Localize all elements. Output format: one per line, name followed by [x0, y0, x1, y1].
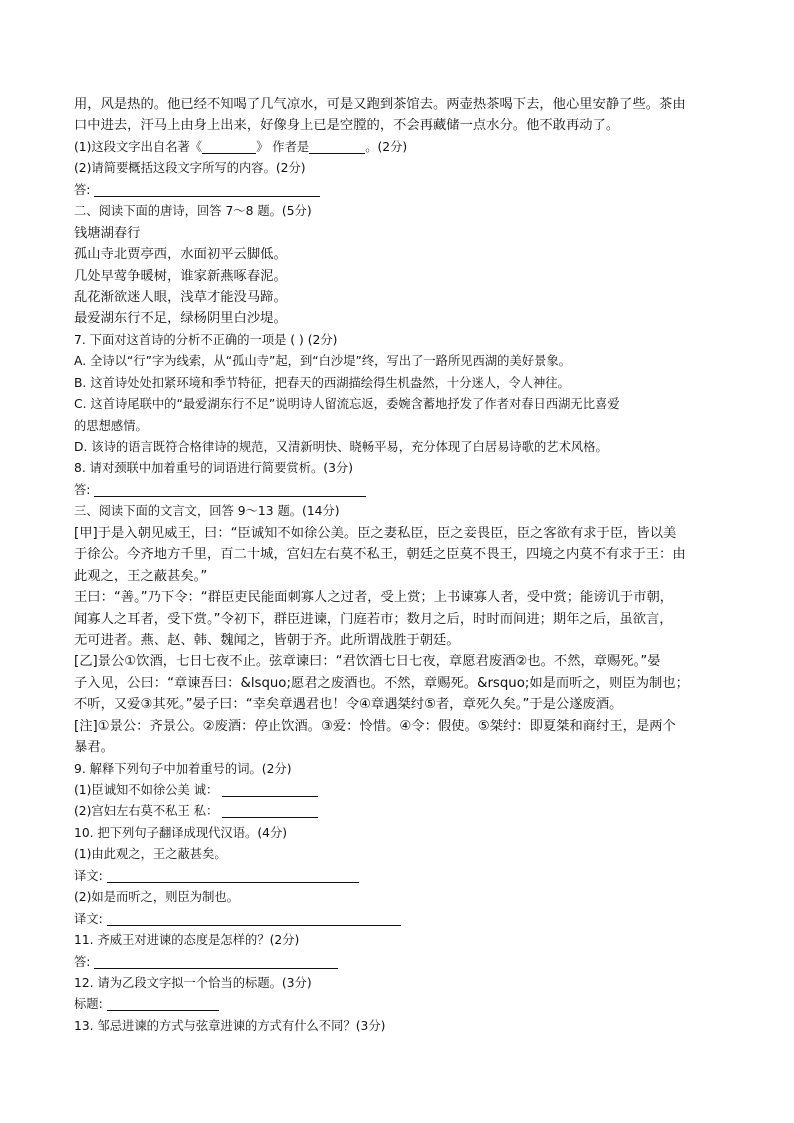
- answer-blank[interactable]: [94, 954, 338, 969]
- poem-line: 孤山寺北贾亭西，水面初平云脚低。: [74, 247, 287, 263]
- passage-yi-line: 子入见，公曰：“章谏吾曰：&lsquo;愿君之废酒也。不然，章赐死。&rsquo;如是而听之，则臣为制也；: [74, 675, 689, 691]
- question-10-1: (1)由此观之，王之蔽甚矣。: [74, 847, 227, 862]
- translation-line: 译文:: [74, 909, 724, 930]
- answer-line: 答:: [74, 180, 724, 201]
- answer-blank[interactable]: [222, 782, 318, 797]
- title-line: 标题:: [74, 994, 724, 1015]
- passage-jia-line: 王曰：“善。”乃下令：“群臣吏民能面刺寡人之过者，受上赏；上书谏寡人者，受中赏；能谤讥于市朝，: [74, 590, 674, 606]
- book-title-blank[interactable]: [202, 139, 256, 154]
- title-blank[interactable]: [107, 996, 219, 1011]
- option-c-cont: 的思想感情。: [74, 418, 148, 433]
- question-11: 11. 齐威王对进谏的态度是怎样的？(2分): [74, 933, 300, 948]
- question-9-2: (2)宫妇左右莫不私王 私：: [74, 801, 724, 822]
- poem-title: 钱塘湖春行: [74, 225, 141, 241]
- answer-blank[interactable]: [94, 482, 366, 497]
- answer-line: 答:: [74, 480, 724, 501]
- passage-line: 用，风是热的。他已经不知喝了几气凉水，可是又跑到茶馆去。两壶热茶喝下去，他心里安静了些。茶由: [74, 97, 686, 112]
- poem-line: 几处早莺争暖树，谁家新燕啄春泥。: [74, 268, 287, 284]
- annotation-line: 暴君。: [74, 740, 114, 756]
- exam-page: [74, 94, 724, 1037]
- question-13: 13. 邹忌进谏的方式与弦章进谏的方式有什么不同？(3分): [74, 1018, 386, 1033]
- passage-jia-line: 无可进者。燕、赵、韩、魏闻之，皆朝于齐。此所谓战胜于朝廷。: [74, 632, 460, 648]
- question-1: (1)这段文字出自名著《 》 作者是 。(2分): [74, 139, 408, 154]
- passage-jia-line: 闻寡人之耳者，受下赏。”令初下，群臣进谏，门庭若市；数月之后，时时而间进；期年之后，虽欲言，: [74, 611, 673, 627]
- passage-yi-line: 不听，又爱③其死。”晏子曰：“幸矣章遇君也！令④章遇桀纣⑤者，章死久矣。”于是公遂废酒。: [74, 697, 623, 713]
- translation-blank[interactable]: [107, 868, 359, 883]
- option-a: A. 全诗以“行”字为线索，从“孤山寺”起，到“白沙堤”终，写出了一路所见西湖的美好景象。: [74, 354, 571, 369]
- passage-jia-line: 于徐公。今齐地方千里，百二十城，宫妇左右莫不私王，朝廷之臣莫不畏王，四境之内莫不有求于王：由: [74, 547, 686, 563]
- option-d: D. 该诗的语言既符合格律诗的规范，又清新明快、晓畅平易，充分体现了白居易诗歌的艺术风格。: [74, 440, 608, 454]
- answer-line: 答:: [74, 952, 724, 973]
- question-2: (2)请简要概括这段文字所写的内容。(2分): [74, 161, 306, 176]
- passage-yi-line: [乙]景公①饮酒，七日七夜不止。弦章谏曰：“君饮酒七日七夜，章愿君废酒②也。不然，章赐死。”晏: [74, 654, 661, 670]
- question-9: 9. 解释下列句子中加着重号的词。(2分): [74, 761, 292, 776]
- option-b: B. 这首诗处处扣紧环境和季节特征，把春天的西湖描绘得生机盎然，十分迷人，令人神往。: [74, 375, 570, 390]
- passage-jia-line: [甲]于是入朝见威王，曰：“臣诚知不如徐公美。臣之妻私臣，臣之妾畏臣，臣之客欲有求于臣，皆以美: [74, 525, 677, 541]
- poem-line: 最爱湖东行不足，绿杨阴里白沙堤。: [74, 311, 287, 327]
- author-blank[interactable]: [309, 139, 365, 154]
- question-7: 7. 下面对这首诗的分析不正确的一项是 ( ) (2分): [74, 332, 338, 347]
- passage-jia-line: 此观之，王之蔽甚矣。”: [74, 568, 208, 584]
- passage-line: 口中进去，汗马上由身上出来，好像身上已是空膛的，不会再藏储一点水分。他不敢再动了。: [74, 118, 620, 134]
- question-10: 10. 把下列句子翻译成现代汉语。(4分): [74, 825, 288, 840]
- question-10-2: (2)如是而听之，则臣为制也。: [74, 890, 239, 905]
- question-12: 12. 请为乙段文字拟一个恰当的标题。(3分): [74, 975, 312, 990]
- section-heading: 二、阅读下面的唐诗，回答 7～8 题。(5分): [74, 204, 312, 219]
- section-heading: 三、阅读下面的文言文，回答 9～13 题。(14分): [74, 504, 340, 519]
- option-c: C. 这首诗尾联中的“最爱湖东行不足”说明诗人留流忘返，委婉含蓄地抒发了作者对春日西湖无比喜爱: [74, 397, 620, 412]
- poem-line: 乱花渐欲迷人眼，浅草才能没马蹄。: [74, 289, 287, 305]
- answer-blank[interactable]: [94, 182, 320, 197]
- question-9-1: (1)臣诚知不如徐公美 诚：: [74, 780, 724, 801]
- answer-blank[interactable]: [222, 803, 318, 818]
- question-8: 8. 请对颈联中加着重号的词语进行简要赏析。(3分): [74, 461, 353, 476]
- annotation-line: [注]①景公：齐景公。②废酒：停止饮酒。③爱：怜惜。④令：假使。⑤桀纣：即夏桀和商纣王，是两个: [74, 718, 676, 734]
- translation-blank[interactable]: [107, 911, 401, 926]
- translation-line: 译文:: [74, 866, 724, 887]
